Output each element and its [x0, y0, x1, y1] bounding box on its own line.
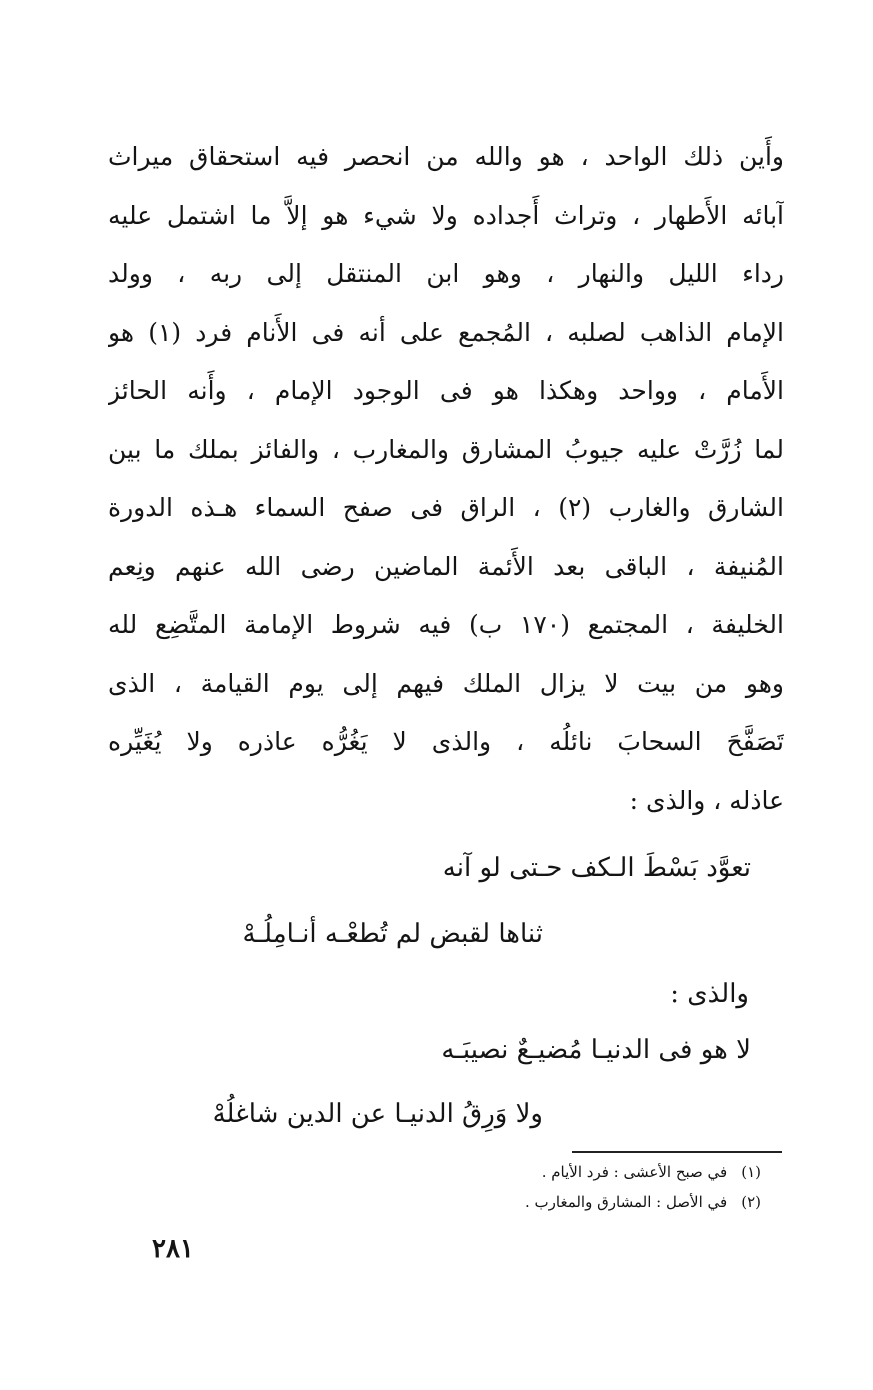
text-line: المُنيفة ، الباقى بعد الأَئمة الماضين رضى الله عنهم ونِعم [108, 551, 784, 581]
text-line: لما زُرَّتْ عليه جيوبُ المشارق والمغارب ، والفائز بملك ما بين [108, 434, 784, 464]
main-text [108, 128, 784, 830]
verse-connector: والذى : [670, 979, 749, 1009]
text-line: الإمام الذاهب لصلبه ، المُجمع على أنه فى الأَنام فرد (١) هو [108, 317, 784, 347]
text-line: تَصَفَّحَ السحابَ نائلُه ، والذى لا يَغُرُّه عاذره ولا يُغَيِّره [108, 727, 784, 756]
text-line: الأَمام ، وواحد وهكذا هو فى الوجود الإمام ، وأَنه الحائز [108, 376, 784, 405]
text-line: عاذله ، والذى : [629, 785, 784, 815]
text-line: وأَين ذلك الواحد ، هو والله من انحصر فيه استحقاق ميراث [108, 142, 784, 171]
text-line: الخليفة ، المجتمع (١٧٠ ب) فيه شروط الإمامة المتَّضِع لله [108, 610, 784, 639]
footnote-2 [525, 1190, 761, 1214]
text-line: آبائه الأَطهار ، وتراث أَجداده ولا شيء هو إلاَّ ما اشتمل عليه [108, 200, 784, 230]
footnote-number: (١) [741, 1163, 761, 1181]
footnote-1 [542, 1160, 761, 1184]
page-number: ٢٨١ [152, 1234, 194, 1264]
footnote-number: (٢) [741, 1193, 761, 1211]
verse-2-second-hemistich: ولا وَرِقُ الدنيـا عن الدين شاغلُهْ [212, 1099, 543, 1129]
text-line: رداء الليل والنهار ، وهو ابن المنتقل إلى ربه ، وولد [108, 259, 784, 288]
verse-1-second-hemistich: ثناها لقبض لم تُطعْـه أنـامِلُـهْ [242, 919, 543, 949]
text-line: الشارق والغارب (٢) ، الراق فى صفح السماء هـذه الدورة [108, 493, 784, 522]
footnote-text: في صبح الأعشى : فرد الأيام . [541, 1163, 728, 1181]
footnote-separator [572, 1151, 782, 1153]
verse-2-first-hemistich: لا هو فى الدنيـا مُضيـعٌ نصيبَـه [441, 1035, 751, 1065]
text-line: وهو من بيت لا يزال الملك فيهم إلى يوم القيامة ، الذى [108, 668, 784, 698]
footnote-text: في الأصل : المشارق والمغارب . [524, 1193, 728, 1211]
verse-1-first-hemistich: تعوَّد بَسْطَ الـكف حـتى لو آنه [442, 853, 751, 883]
